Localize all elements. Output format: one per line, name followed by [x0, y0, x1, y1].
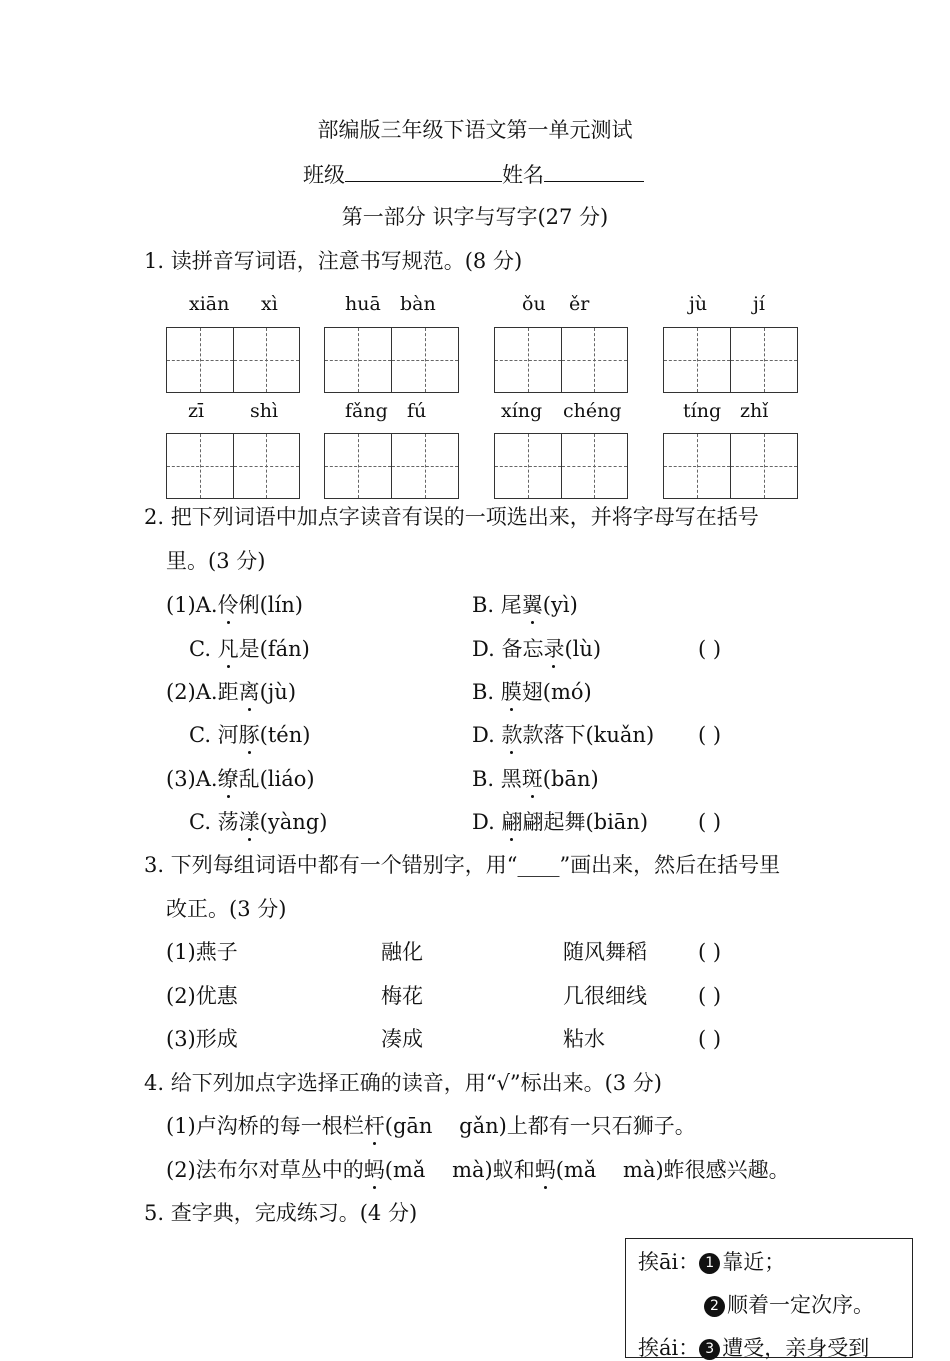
- class-blank[interactable]: [345, 161, 502, 182]
- class-name-line: [303, 161, 644, 188]
- q2-g2-option-b: B. 膜翅(mó): [472, 680, 592, 704]
- pinyin: bàn: [400, 293, 436, 315]
- writing-grid[interactable]: [324, 433, 459, 499]
- q3-word: 梅花: [381, 984, 423, 1008]
- q2-g1-option-d: D. 备忘录(lù): [472, 637, 602, 661]
- q3-word: (2)优惠: [166, 984, 238, 1008]
- q2-g1-option-a: (1)A.伶俐(lín): [166, 593, 303, 617]
- writing-grid[interactable]: [166, 327, 300, 393]
- writing-grid[interactable]: [663, 327, 798, 393]
- q2-stem: 2. 把下列词语中加点字读音有误的一项选出来，并将字母写在括号: [144, 505, 759, 529]
- writing-grid[interactable]: [663, 433, 798, 499]
- q3-word: 几很细线: [563, 984, 647, 1008]
- q2-g3-option-a: (3)A.缭乱(liáo): [166, 767, 315, 791]
- q3-stem-cont: 改正。(3 分): [166, 897, 287, 921]
- pinyin: xiān: [189, 293, 230, 315]
- q5-stem: 5. 查字典，完成练习。(4 分): [144, 1201, 418, 1225]
- q4-stem: 4. 给下列加点字选择正确的读音，用“√”标出来。(3 分): [144, 1071, 662, 1095]
- q2-stem-cont: 里。(3 分): [166, 549, 266, 573]
- pinyin: xíng: [501, 400, 543, 422]
- pinyin: chéng: [563, 400, 622, 422]
- pinyin: jù: [689, 293, 708, 315]
- name-label: 姓名: [502, 163, 544, 187]
- q3-word: 随风舞稻: [563, 940, 647, 964]
- answer-paren[interactable]: ( ): [698, 723, 722, 747]
- q2-g2-option-c: C. 河豚(tén): [189, 723, 311, 747]
- q2-g1-option-c: C. 凡是(fán): [189, 637, 310, 661]
- q2-g3-option-b: B. 黑斑(bān): [472, 767, 599, 791]
- writing-grid[interactable]: [324, 327, 459, 393]
- writing-grid[interactable]: [494, 327, 628, 393]
- q1-stem: 1. 读拼音写词语，注意书写规范。(8 分): [144, 249, 523, 273]
- pinyin: ěr: [569, 293, 590, 315]
- q3-word: 凑成: [381, 1027, 423, 1051]
- q2-g3-option-c: C. 荡漾(yàng): [189, 810, 328, 834]
- writing-grid[interactable]: [166, 433, 300, 499]
- q3-word: 融化: [381, 940, 423, 964]
- answer-paren[interactable]: ( ): [698, 940, 722, 964]
- answer-paren[interactable]: ( ): [698, 810, 722, 834]
- pinyin: huā: [345, 293, 381, 315]
- q3-word: (3)形成: [166, 1027, 238, 1051]
- q2-g3-option-d: D. 翩翩起舞(biān): [472, 810, 649, 834]
- answer-paren[interactable]: ( ): [698, 637, 722, 661]
- dict-entry-ai2: 挨ái： 3 遭受，亲身受到: [638, 1336, 870, 1360]
- part1-title: 第一部分 识字与写字(27 分): [341, 205, 609, 229]
- pinyin: xì: [261, 293, 278, 315]
- dictionary-entry-box: [625, 1238, 913, 1358]
- pinyin: jí: [753, 293, 765, 315]
- page-title: 部编版三年级下语文第一单元测试: [317, 118, 633, 142]
- q2-g1-option-b: B. 尾翼(yì): [472, 593, 578, 617]
- pinyin: shì: [250, 400, 279, 422]
- q2-g2-option-a: (2)A.距离(jù): [166, 680, 297, 704]
- answer-paren[interactable]: ( ): [698, 1027, 722, 1051]
- q3-word: (1)燕子: [166, 940, 238, 964]
- dict-entry-ai1: 挨āi： 1 靠近；: [638, 1250, 786, 1274]
- q3-stem: 3. 下列每组词语中都有一个错别字，用“____”画出来，然后在括号里: [144, 853, 781, 877]
- q2-g2-option-d: D. 款款落下(kuǎn): [472, 723, 655, 747]
- writing-grid[interactable]: [494, 433, 628, 499]
- pinyin: zī: [188, 400, 205, 422]
- number-3-icon: 3: [699, 1339, 720, 1360]
- pinyin: fǎng: [345, 400, 388, 422]
- q4-sentence-1: (1)卢沟桥的每一根栏杆(gān gǎn)上都有一只石狮子。: [166, 1114, 696, 1138]
- number-1-icon: 1: [699, 1253, 720, 1274]
- q3-word: 粘水: [563, 1027, 605, 1051]
- pinyin: tíng: [683, 400, 722, 422]
- number-2-icon: 2: [704, 1296, 725, 1317]
- class-label: 班级: [303, 163, 345, 187]
- pinyin: fú: [407, 400, 427, 422]
- pinyin: ǒu: [522, 293, 546, 315]
- pinyin: zhǐ: [740, 400, 769, 422]
- name-blank[interactable]: [544, 161, 644, 182]
- dict-def-2: 2 顺着一定次序。: [704, 1292, 874, 1318]
- q4-sentence-2: (2)法布尔对草丛中的蚂(mǎ mà)蚁和蚂(mǎ mà)蚱很感兴趣。: [166, 1158, 790, 1182]
- answer-paren[interactable]: ( ): [698, 984, 722, 1008]
